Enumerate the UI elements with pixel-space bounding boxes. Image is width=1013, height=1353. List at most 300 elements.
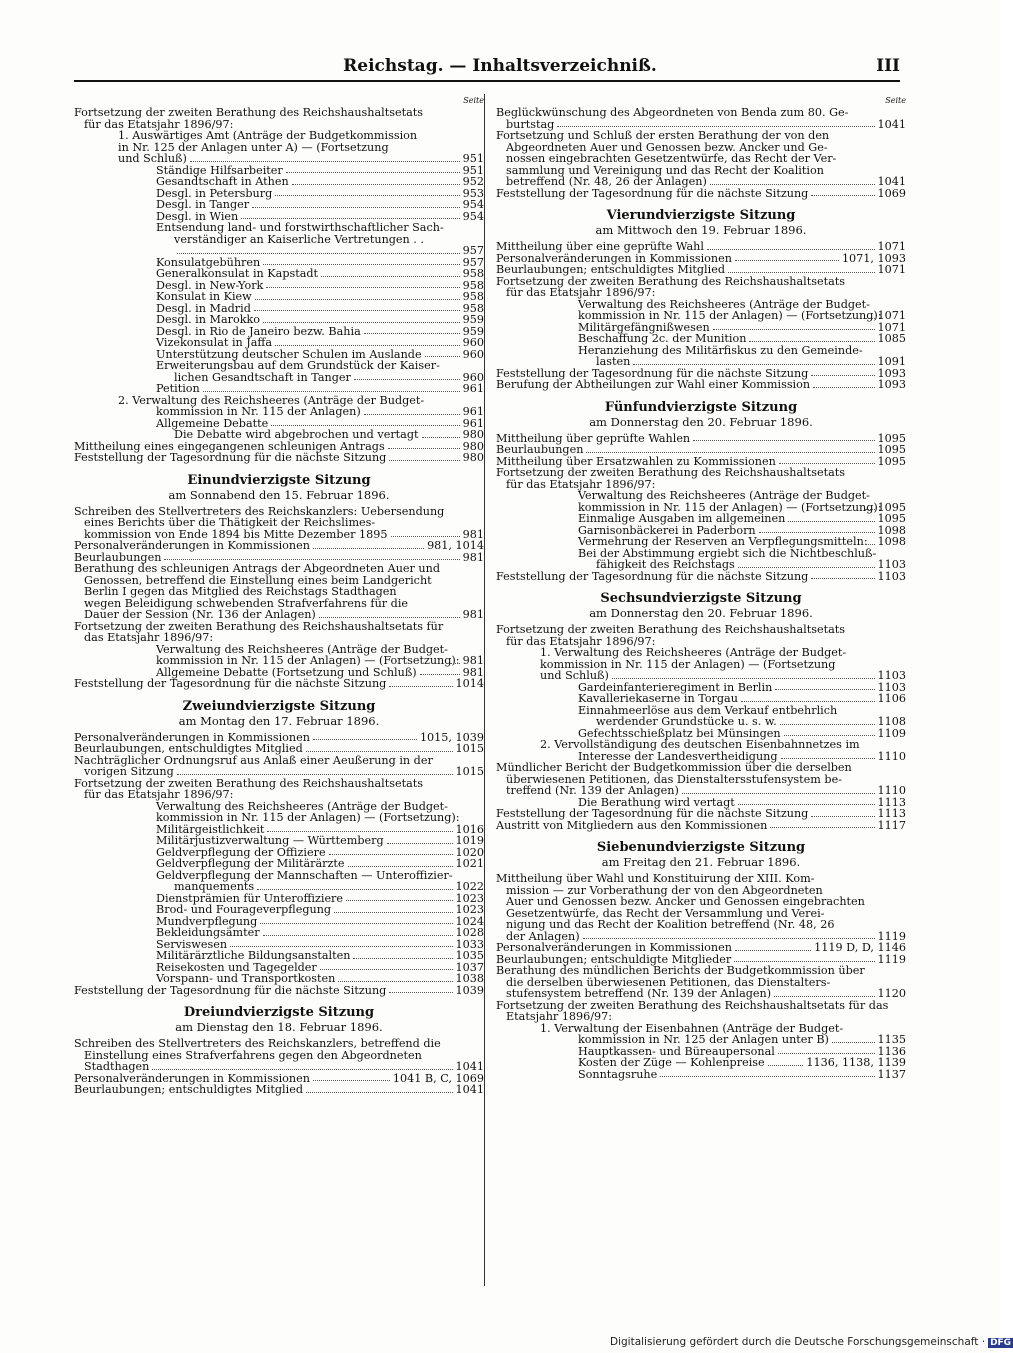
toc-entry-text: Personalveränderungen in Kommissionen: [74, 1071, 310, 1085]
toc-page-ref: 1103: [877, 680, 906, 694]
toc-page-ref: 953: [462, 186, 484, 200]
toc-page-ref: 1119 D, D, 1146: [814, 941, 906, 954]
toc-entry: [74, 973, 484, 985]
dot-leader: [263, 264, 459, 265]
toc-page-ref: 1120: [877, 987, 906, 1000]
dot-leader: [693, 440, 874, 441]
dot-leader: [420, 674, 460, 675]
toc-entry-text: Berathung des schleunigen Antrags der Abgeordneten Auer und: [74, 562, 441, 575]
toc-entry: [74, 326, 484, 338]
toc-entry-text: Schreiben des Stellvertreters des Reichskanzlers: Uebersendung: [74, 504, 445, 518]
toc-entry-text: Militärärztliche Bildungsanstalten: [156, 949, 351, 962]
toc-page-ref: 954: [462, 209, 484, 223]
toc-page-ref: 1103: [877, 558, 906, 571]
toc-entry-text: Garnisonbäckerei in Paderborn: [578, 523, 756, 537]
toc-entry-text: Personalveränderungen in Kommissionen: [74, 730, 310, 744]
toc-entry-text: Allgemeine Debatte (Fortsetzung und Schluß): [156, 665, 417, 679]
toc-entry: [74, 199, 484, 211]
toc-page-ref: 1071: [877, 320, 906, 334]
toc-entry-text: nossen eingebrachten Gesetzentwürfe, das Recht der Ver-: [506, 152, 837, 165]
toc-entry-text: burtstag: [506, 117, 555, 131]
toc-page-ref: 957: [462, 244, 484, 257]
dot-leader: [832, 1042, 875, 1043]
toc-entry-text: Feststellung der Tagesordnung für die nächste Sitzung: [496, 807, 809, 820]
sitting-heading: Zweiundvierzigste Sitzung: [182, 698, 376, 714]
toc-entry-text: stufensystem betreffend (Nr. 139 der Anlagen): [506, 987, 772, 1000]
toc-entry: [496, 820, 906, 832]
toc-entry-text: Geldverpflegung der Offiziere: [156, 845, 326, 859]
header-rule: [74, 80, 900, 82]
toc-entry-text: kommission in Nr. 115 der Anlagen) — (Fortsetzung):: [578, 309, 882, 322]
toc-entry-text: Beurlaubungen: [496, 443, 584, 456]
dot-leader: [364, 333, 460, 334]
toc-page-ref: 1095: [877, 431, 906, 445]
toc-entry-text: Geldverpflegung der Militärärzte: [156, 857, 345, 870]
dot-leader: [266, 287, 459, 288]
toc-entry-text: für das Etatsjahr 1896/97:: [506, 286, 656, 299]
toc-entry: [496, 1069, 906, 1081]
dot-leader: [811, 578, 874, 579]
toc-entry: [74, 743, 484, 755]
toc-page-ref: 1103: [877, 669, 906, 682]
toc-entry: [496, 241, 906, 253]
dot-leader: [364, 414, 460, 415]
toc-entries-right: [496, 107, 906, 1080]
toc-entry-text: kommission von Ende 1894 bis Mitte Dezember 1895: [84, 527, 388, 541]
dot-leader: [388, 448, 460, 449]
sitting-date: am Dienstag den 18. Februar 1896.: [175, 1020, 383, 1034]
page-number: III: [876, 56, 900, 76]
dot-leader: [660, 1076, 874, 1077]
toc-entry-text: Austritt von Mitgliedern aus den Kommissionen: [496, 818, 768, 832]
toc-page-ref: 960: [462, 370, 484, 384]
toc-entry: [74, 1061, 484, 1073]
toc-entry-text: Mittheilung über geprüfte Wahlen: [496, 431, 691, 445]
dot-leader: [425, 356, 460, 357]
toc-entry: [496, 670, 906, 682]
toc-entry-text: Desgl. in Rio de Janeiro bezw. Bahia: [156, 324, 361, 338]
sitting-heading: Einundvierzigste Sitzung: [187, 472, 371, 488]
toc-entry: [74, 766, 484, 778]
toc-entry-text: Nachträglicher Ordnungsruf aus Anlaß einer Aeußerung in der: [74, 753, 433, 767]
toc-entry-text: Konsulat in Kiew: [156, 290, 252, 303]
dot-leader: [728, 272, 875, 273]
toc-entry-text: Auer und Genossen bezw. Ancker und Genossen eingebrachten: [506, 895, 865, 908]
toc-entry: [74, 950, 484, 962]
toc-entry-text: Desgl. in Madrid: [156, 301, 251, 315]
toc-page-ref: 981: [462, 665, 484, 679]
toc-entry: [496, 310, 906, 322]
toc-entry-text: die derselben überwiesenen Petitionen, das Dienstalters-: [506, 975, 831, 989]
sitting-heading: Sechsundvierzigste Sitzung: [600, 591, 802, 606]
toc-entry-text: Desgl. in New-York: [156, 278, 264, 292]
dot-leader: [633, 364, 874, 365]
dot-leader: [292, 184, 460, 185]
toc-page-ref: 981: [462, 654, 484, 667]
toc-entry: [74, 985, 484, 997]
toc-entry: [496, 1034, 906, 1046]
toc-page-ref: 981: [462, 527, 484, 541]
toc-column-left: [74, 96, 484, 1096]
toc-entry: [496, 536, 906, 548]
toc-entry-text: Interesse der Landesvertheidigung: [578, 749, 778, 763]
toc-entry-text: werdender Grundstücke u. s. w.: [596, 715, 777, 728]
seite-label: Seite: [885, 96, 906, 105]
toc-entry-text: lichen Gesandtschaft in Tanger: [174, 370, 351, 384]
dot-leader: [319, 617, 460, 618]
toc-page-ref: 1022: [455, 880, 484, 893]
toc-entry-text: überwiesenen Petitionen, das Dienstaltersstufensystem be-: [506, 772, 842, 786]
toc-entry-text: Verwaltung des Reichsheeres (Anträge der Budget-: [578, 297, 870, 311]
toc-page-ref: 1110: [877, 749, 906, 763]
toc-page-ref: 1071: [877, 263, 906, 276]
toc-page-ref: 1095: [877, 443, 906, 456]
toc-entry-text: Kosten der Züge — Kohlenpreise: [578, 1056, 765, 1069]
toc-entry: [74, 383, 484, 395]
dot-leader: [334, 912, 452, 913]
toc-entry-text: 2. Vervollständigung des deutschen Eisenbahnnetzes im: [540, 738, 860, 751]
toc-entry-text: Mittheilung über Wahl und Konstituirung der XIII. Kom-: [496, 872, 815, 885]
dot-leader: [190, 161, 460, 162]
toc-entry: [74, 153, 484, 165]
dot-leader: [781, 758, 875, 759]
toc-entry-text: Entsendung land- und forstwirthschaftlicher Sach-: [156, 221, 444, 234]
toc-entry-text: Feststellung der Tagesordnung für die nächste Sitzung: [74, 983, 387, 997]
toc-entry-text: kommission in Nr. 115 der Anlagen) — (Fortsetzung):: [578, 500, 882, 514]
dot-leader: [321, 276, 460, 277]
toc-entry-text: Personalveränderungen in Kommissionen: [496, 941, 732, 954]
dot-leader: [252, 207, 460, 208]
toc-entry-text: Abgeordneten Auer und Genossen bezw. Ancker und Ge-: [506, 140, 828, 154]
toc-page-ref: 1033: [455, 937, 484, 951]
toc-entry: [74, 291, 484, 303]
toc-entry: [496, 942, 906, 954]
toc-page-ref: 1037: [455, 960, 484, 974]
toc-entry: [74, 881, 484, 893]
toc-entry-text: kommission in Nr. 115 der Anlagen): [156, 405, 361, 418]
toc-entry-text: kommission in Nr. 115 der Anlagen) — (Fortsetzung: [540, 657, 836, 671]
toc-page-ref: 1085: [877, 332, 906, 345]
dot-leader: [784, 735, 875, 736]
dot-leader: [286, 172, 460, 173]
toc-page-ref: 1113: [877, 807, 906, 820]
toc-page-ref: 1095: [877, 454, 906, 468]
toc-entry: [496, 1057, 906, 1069]
toc-entry: [496, 785, 906, 797]
toc-entry-text: Feststellung der Tagesordnung für die nächste Sitzung: [496, 186, 809, 200]
toc-entry-text: Petition: [156, 382, 200, 395]
toc-page-ref: 1024: [455, 914, 484, 928]
dot-leader: [387, 843, 453, 844]
toc-entry-text: Reisekosten und Tagegelder: [156, 960, 317, 974]
toc-entry-text: 2. Verwaltung des Reichsheeres (Anträge der Budget-: [118, 393, 425, 407]
toc-entry-text: Beglückwünschung des Abgeordneten von Benda zum 80. Ge-: [496, 106, 849, 119]
dot-leader: [267, 831, 452, 832]
toc-entry-text: Beurlaubungen; entschuldigtes Mitglied: [74, 1083, 303, 1096]
toc-entry-text: Feststellung der Tagesordnung für die nächste Sitzung: [74, 451, 387, 464]
dot-leader: [586, 452, 874, 453]
dot-leader: [759, 532, 875, 533]
toc-entry: [74, 337, 484, 349]
toc-entry-text: Generalkonsulat in Kapstadt: [156, 267, 319, 280]
dot-leader: [707, 249, 875, 250]
toc-entry-text: Hauptkassen- und Büreaupersonal: [578, 1044, 775, 1058]
toc-page-ref: 1015: [455, 742, 484, 755]
dot-leader: [779, 463, 875, 464]
sitting-date: am Donnerstag den 20. Februar 1896.: [589, 414, 813, 429]
toc-entry-text: Fortsetzung der zweiten Berathung des Reichshaushaltsetats: [74, 776, 423, 790]
sitting-heading: Fünfundvierzigste Sitzung: [604, 399, 798, 415]
dot-leader: [682, 793, 875, 794]
dot-leader: [768, 1065, 804, 1066]
toc-entry: [496, 808, 906, 820]
dot-leader: [770, 827, 874, 828]
toc-entry-text: Militärgefängnißwesen: [578, 320, 710, 334]
dot-leader: [735, 950, 811, 951]
toc-entry-text: Beurlaubungen; entschuldigte Mitglieder: [496, 952, 732, 966]
toc-page-ref: 959: [462, 313, 484, 326]
dot-leader: [422, 437, 460, 438]
dot-leader: [353, 958, 452, 959]
toc-entry-text: wegen Beleidigung schwebenden Strafverfahrens für die: [84, 596, 409, 610]
sitting-date: am Sonnabend den 15. Februar 1896.: [168, 487, 390, 502]
dot-leader: [177, 253, 460, 254]
toc-page-ref: 1095: [877, 512, 906, 525]
toc-entry: [74, 904, 484, 916]
toc-page-ref: 1041: [455, 1060, 484, 1073]
running-header-title: Reichstag. — Inhaltsverzeichniß.: [343, 56, 657, 76]
toc-page-ref: 1020: [455, 845, 484, 859]
toc-entry: [74, 372, 484, 384]
toc-entry-text: das Etatsjahr 1896/97:: [84, 631, 214, 644]
toc-entry-text: Stadthagen: [84, 1060, 150, 1073]
toc-page-ref: 1019: [455, 834, 484, 847]
dot-leader: [811, 375, 874, 376]
toc-entry: [496, 176, 906, 188]
dot-leader: [263, 935, 453, 936]
toc-page-ref: 1110: [877, 784, 906, 797]
toc-entry-text: Unterstützung deutscher Schulen im Auslande: [156, 347, 422, 361]
toc-entry-text: Bei der Abstimmung ergiebt sich die Nichtbeschluß-: [578, 546, 877, 560]
dot-leader: [780, 724, 875, 725]
toc-page-ref: 1135: [877, 1033, 906, 1046]
toc-entry: [74, 655, 484, 667]
toc-entry-text: Verwaltung des Reichsheeres (Anträge der Budget-: [578, 489, 870, 502]
toc-entry-text: Die Berathung wird vertagt: [578, 795, 735, 809]
toc-entry: [74, 452, 484, 464]
toc-page-ref: 1039: [455, 983, 484, 997]
dot-leader: [391, 536, 460, 537]
toc-entry-text: Die Debatte wird abgebrochen und vertagt: [174, 428, 419, 441]
toc-entry-text: Fortsetzung der zweiten Berathung des Reichshaushaltsetats: [496, 274, 845, 288]
sitting-heading: Siebenundvierzigste Sitzung: [596, 840, 806, 855]
toc-page-ref: 1137: [877, 1067, 906, 1081]
toc-page-ref: 1041: [877, 117, 906, 131]
toc-page-ref: 981: [462, 550, 484, 564]
toc-entry-text: Geldverpflegung der Mannschaften — Unteroffizier-: [156, 868, 453, 882]
toc-entry: [74, 678, 484, 690]
dot-leader: [774, 996, 874, 997]
toc-entry-text: lasten: [596, 355, 631, 368]
dot-leader: [306, 751, 453, 752]
dot-leader: [749, 341, 874, 342]
toc-entry-text: Desgl. in Tanger: [156, 198, 250, 211]
toc-entry: [496, 264, 906, 276]
sitting-heading: Dreiundvierzigste Sitzung: [183, 1005, 375, 1020]
toc-entry: [74, 916, 484, 928]
toc-entry-text: Bekleidungsämter: [156, 926, 260, 939]
toc-page-ref: 1095: [877, 500, 906, 514]
toc-entry-text: Desgl. in Marokko: [156, 313, 261, 326]
toc-entry: [74, 176, 484, 188]
dot-leader: [271, 425, 459, 426]
dot-leader: [275, 345, 460, 346]
toc-page-ref: 961: [462, 416, 484, 430]
toc-page-ref: 960: [462, 347, 484, 361]
toc-page-ref: 952: [462, 175, 484, 188]
toc-entry-text: Feststellung der Tagesordnung für die nächste Sitzung: [496, 569, 809, 583]
toc-entry-text: und Schluß): [118, 152, 187, 165]
toc-entry-text: Kavalleriekaserne in Torgau: [578, 692, 738, 705]
toc-entry-text: sammlung und Vereinigung und das Recht der Koalition: [506, 163, 824, 177]
toc-entry-text: Heranziehung des Militärfiskus zu den Gemeinde-: [578, 343, 863, 357]
toc-page-ref: 1119: [877, 929, 906, 943]
dot-leader: [177, 774, 453, 775]
dot-leader: [775, 689, 874, 690]
toc-entry-text: Militärgeistlichkeit: [156, 822, 265, 836]
toc-entry-text: Serviswesen: [156, 937, 228, 951]
dot-leader: [738, 804, 875, 805]
dfg-logo: DFG: [990, 1338, 1012, 1348]
toc-entry-text: kommission in Nr. 125 der Anlagen unter B): [578, 1033, 829, 1046]
toc-entry-text: Feststellung der Tagesordnung für die nächste Sitzung: [496, 366, 809, 380]
toc-entry: [496, 513, 906, 525]
toc-page-ref: 959: [462, 324, 484, 338]
dot-leader: [313, 1080, 390, 1081]
toc-entry-text: für das Etatsjahr 1896/97:: [84, 788, 234, 801]
toc-entry: [496, 379, 906, 391]
toc-page-ref: 1117: [877, 818, 906, 832]
toc-column-right: [496, 96, 906, 1080]
toc-entry-text: Gesetzentwürfe, das Recht der Versammlung und Verei-: [506, 906, 825, 920]
toc-page-ref: 1136: [877, 1044, 906, 1058]
toc-page-ref: 954: [462, 198, 484, 211]
toc-page-ref: 1098: [877, 535, 906, 548]
toc-entry: [496, 693, 906, 705]
toc-page-ref: 1093: [877, 378, 906, 391]
footer-text: Digitalisierung gefördert durch die Deutsche Forschungsgemeinschaft ·: [610, 1336, 986, 1348]
sitting-date: am Montag den 17. Februar 1896.: [178, 713, 380, 728]
toc-page-ref: 957: [462, 255, 484, 269]
toc-page-ref: 1071, 1093: [841, 251, 906, 265]
toc-entry-text: Personalveränderungen in Kommissionen: [496, 251, 732, 265]
toc-page-ref: 1113: [877, 795, 906, 809]
dot-leader: [313, 739, 417, 740]
toc-entry-text: Erweiterungsbau auf dem Grundstück der Kaiser-: [156, 359, 440, 372]
toc-page-ref: 1028: [455, 926, 484, 939]
toc-entry-text: Sonntagsruhe: [578, 1067, 658, 1081]
toc-entry-text: Mittheilung über Ersatzwahlen zu Kommissionen: [496, 454, 776, 468]
toc-entry: [496, 571, 906, 583]
dot-leader: [788, 521, 874, 522]
toc-page-ref: 1106: [877, 692, 906, 705]
dot-leader: [255, 299, 460, 300]
toc-entry-text: verständiger an Kaiserliche Vertretungen . .: [174, 232, 424, 246]
toc-entry-text: Fortsetzung der zweiten Berathung des Reichshaushaltsetats für: [74, 619, 444, 633]
toc-page-ref: 1035: [455, 949, 484, 962]
dot-leader: [450, 663, 460, 664]
toc-page-ref: 951: [462, 152, 484, 165]
toc-page-ref: 1071: [877, 309, 906, 322]
toc-page-ref: 1038: [455, 972, 484, 985]
dot-leader: [865, 544, 875, 545]
toc-entry-text: Allgemeine Debatte: [156, 416, 269, 430]
toc-entry-text: Einstellung eines Strafverfahrens gegen den Abgeordneten: [84, 1048, 422, 1062]
toc-entry-text: Fortsetzung der zweiten Berathung des Reichshaushaltsetats: [496, 466, 845, 479]
toc-entry-text: Fortsetzung der zweiten Berathung des Reichshaushaltsetats: [496, 623, 845, 636]
toc-entry-text: kommission in Nr. 115 der Anlagen) — (Fortsetzung):: [156, 811, 460, 824]
dot-leader: [389, 992, 452, 993]
toc-page-ref: 981: [462, 608, 484, 621]
toc-page-ref: 1014: [455, 677, 484, 690]
toc-entries-left: [74, 107, 484, 1096]
dot-leader: [557, 126, 874, 127]
dot-leader: [813, 387, 874, 388]
dot-leader: [241, 218, 459, 219]
toc-entry: [74, 927, 484, 939]
dot-leader: [230, 946, 452, 947]
toc-entry-text: Mundverpflegung: [156, 914, 258, 928]
sitting-heading: Vierundvierzigste Sitzung: [606, 208, 796, 223]
toc-entry: [496, 559, 906, 571]
toc-entry: [74, 540, 484, 552]
toc-entry-text: Militärjustizverwaltung — Württemberg: [156, 834, 384, 847]
dot-leader: [254, 310, 460, 311]
toc-entry-text: Fortsetzung der zweiten Berathung des Reichshaushaltsetats für das: [496, 998, 889, 1012]
toc-entry-text: Genossen, betreffend die Einstellung eines beim Landgericht: [84, 573, 432, 587]
toc-entry-text: Beurlaubungen, entschuldigtes Mitglied: [74, 742, 303, 755]
dot-leader: [320, 969, 453, 970]
dot-leader: [741, 701, 875, 702]
footer-credit: [610, 1336, 1012, 1348]
toc-entry-text: manquements: [174, 880, 255, 893]
toc-entry-text: Desgl. in Petersburg: [156, 186, 273, 200]
toc-entry-text: Personalveränderungen in Kommissionen: [74, 539, 310, 552]
toc-page-ref: 1119: [877, 952, 906, 966]
dot-leader: [713, 329, 875, 330]
toc-page-ref: 1015, 1039: [419, 730, 484, 744]
toc-page-ref: 1016: [455, 822, 484, 836]
toc-entry-text: für das Etatsjahr 1896/97:: [506, 477, 656, 491]
dot-leader: [260, 923, 452, 924]
toc-page-ref: 960: [462, 336, 484, 349]
dot-leader: [164, 559, 459, 560]
toc-entry-text: Desgl. in Wien: [156, 209, 239, 223]
toc-entry: [74, 280, 484, 292]
toc-entry-text: Gardeinfanterieregiment in Berlin: [578, 680, 773, 694]
dot-leader: [263, 322, 460, 323]
toc-page-ref: 980: [462, 428, 484, 441]
dot-leader: [346, 900, 452, 901]
toc-entry-text: Mittheilung eines eingegangenen schleunigen Antrags: [74, 439, 385, 453]
dot-leader: [329, 854, 453, 855]
dot-leader: [735, 260, 839, 261]
dot-leader: [313, 548, 424, 549]
toc-entry-text: Berlin I gegen das Mitglied des Reichstags Stadthagen: [84, 585, 397, 598]
sitting-date: am Freitag den 21. Februar 1896.: [601, 855, 801, 869]
seite-label: Seite: [463, 96, 484, 105]
toc-entry-text: der Anlagen): [506, 929, 580, 943]
